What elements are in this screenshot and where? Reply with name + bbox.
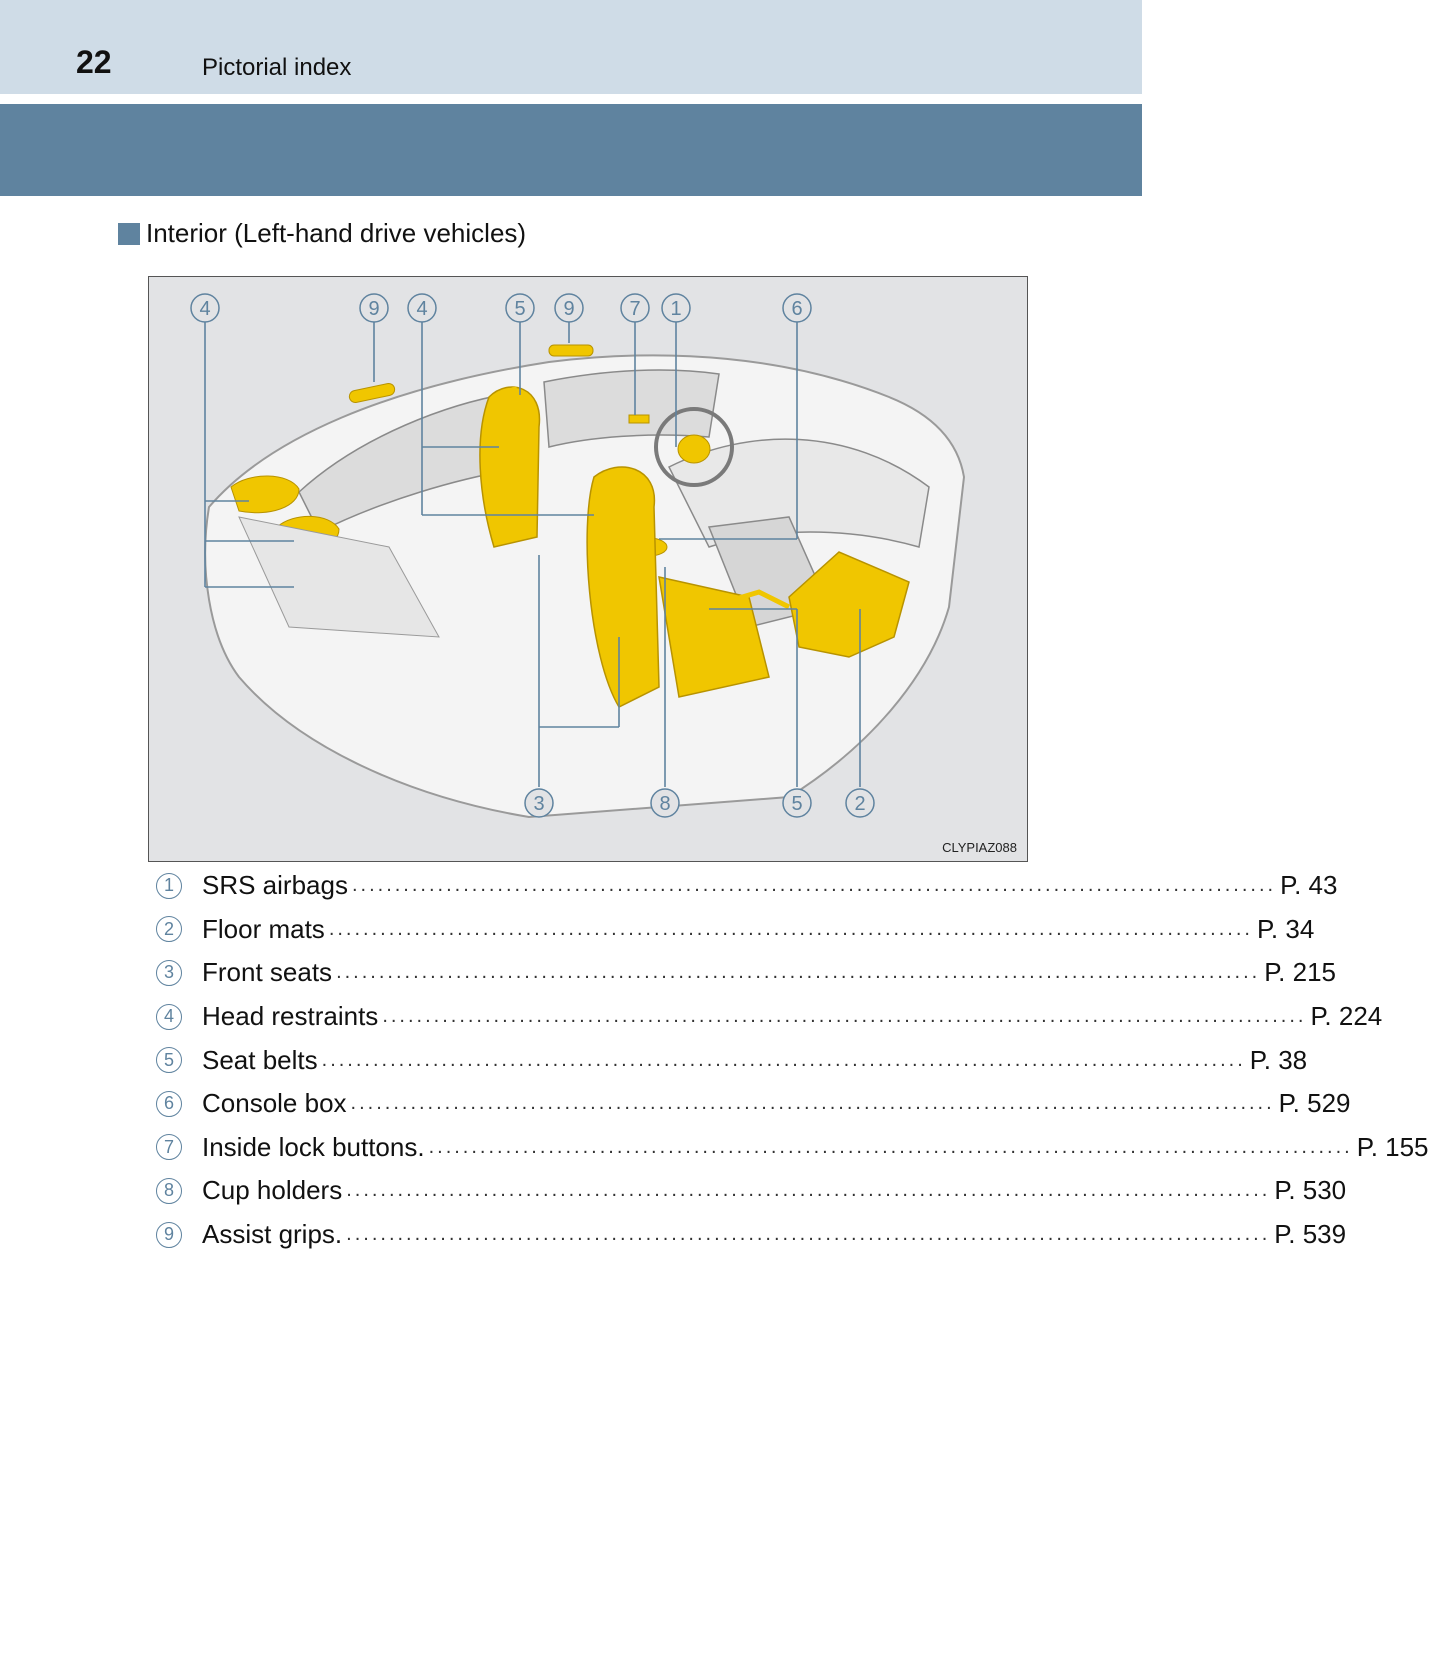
leader-dots: ............................................................................................................ (350, 1092, 1275, 1115)
svg-text:9: 9 (368, 298, 380, 320)
section-heading (118, 218, 526, 249)
svg-text:7: 7 (629, 298, 641, 320)
legend-page-ref[interactable]: P. 539 (1274, 1219, 1347, 1250)
legend-item (156, 1038, 1308, 1082)
legend-page-ref[interactable]: P. 43 (1280, 870, 1338, 901)
legend-number: 4 (156, 1004, 182, 1030)
legend-number: 2 (156, 916, 182, 942)
legend-page-ref[interactable]: P. 38 (1249, 1044, 1308, 1075)
legend-item (156, 1169, 1347, 1213)
svg-text:4: 4 (416, 298, 428, 320)
legend-item (156, 908, 1315, 952)
figure-code: CLYPIAZ088 (942, 840, 1017, 855)
legend-label: Head restraints (202, 1001, 379, 1032)
legend-item (156, 1213, 1347, 1257)
leader-dots: ............................................................................................................ (328, 917, 1253, 940)
legend-number: 3 (156, 960, 182, 986)
interior-figure (148, 276, 1028, 862)
leader-dots: ............................................................................................................ (346, 1223, 1271, 1246)
assist-grip-front (549, 345, 593, 356)
svg-text:3: 3 (533, 793, 545, 815)
legend-list (156, 864, 1429, 1256)
legend-label: Console box (202, 1088, 347, 1119)
svg-text:4: 4 (199, 298, 211, 320)
inside-lock-button (629, 415, 649, 423)
legend-item (156, 864, 1338, 908)
legend-item (156, 995, 1383, 1039)
legend-label: Front seats (202, 957, 333, 988)
callout-bottom-1 (525, 789, 553, 817)
callout-top-6 (621, 294, 649, 322)
callout-top-3 (408, 294, 436, 322)
legend-label: Cup holders (202, 1175, 343, 1206)
legend-item (156, 1082, 1351, 1126)
callout-top-8 (783, 294, 811, 322)
svg-text:5: 5 (514, 298, 526, 320)
callout-top-2 (360, 294, 388, 322)
legend-label: SRS airbags (202, 870, 348, 901)
legend-label: Inside lock buttons. (202, 1131, 425, 1162)
legend-page-ref[interactable]: P. 224 (1310, 1001, 1383, 1032)
running-title: Pictorial index (202, 54, 352, 81)
leader-dots: ............................................................................................................ (382, 1005, 1307, 1028)
callout-top-4 (506, 294, 534, 322)
legend-page-ref[interactable]: P. 34 (1256, 913, 1315, 944)
interior-illustration (149, 277, 1029, 863)
callout-top-1 (191, 294, 219, 322)
legend-item (156, 1126, 1429, 1170)
legend-item (156, 951, 1337, 995)
svg-text:6: 6 (791, 298, 803, 320)
legend-page-ref[interactable]: P. 155 (1356, 1131, 1429, 1162)
leader-dots: ............................................................................................................ (351, 874, 1277, 897)
svg-text:1: 1 (670, 298, 682, 320)
legend-label: Assist grips. (202, 1219, 343, 1250)
svg-text:5: 5 (791, 793, 803, 815)
callout-top-5 (555, 294, 583, 322)
svg-text:2: 2 (854, 793, 866, 815)
callout-top-7 (662, 294, 690, 322)
section-heading-text: Interior (Left-hand drive vehicles) (146, 218, 527, 248)
legend-number: 9 (156, 1222, 182, 1248)
front-seat-left (480, 387, 540, 547)
leader-dots: ............................................................................................................ (346, 1179, 1271, 1202)
legend-label: Floor mats (202, 913, 325, 944)
legend-label: Seat belts (202, 1044, 318, 1075)
srs-airbag-highlight (678, 435, 710, 463)
section-square-icon (118, 223, 140, 245)
page-number: 22 (76, 44, 112, 80)
legend-page-ref[interactable]: P. 215 (1264, 957, 1337, 988)
callout-bottom-3 (783, 789, 811, 817)
svg-text:8: 8 (659, 793, 671, 815)
legend-page-ref[interactable]: P. 530 (1274, 1175, 1347, 1206)
svg-text:9: 9 (563, 298, 575, 320)
title-bar (0, 104, 1142, 196)
legend-number: 8 (156, 1178, 182, 1204)
leader-dots: ............................................................................................................ (428, 1135, 1353, 1158)
legend-number: 7 (156, 1134, 182, 1160)
legend-page-ref[interactable]: P. 529 (1278, 1088, 1351, 1119)
legend-number: 5 (156, 1047, 182, 1073)
callout-bottom-4 (846, 789, 874, 817)
leader-dots: ............................................................................................................ (321, 1048, 1246, 1071)
callout-bottom-2 (651, 789, 679, 817)
leader-dots: ............................................................................................................ (336, 961, 1261, 984)
legend-number: 6 (156, 1091, 182, 1117)
header-band (0, 0, 1142, 94)
legend-number: 1 (156, 873, 182, 899)
